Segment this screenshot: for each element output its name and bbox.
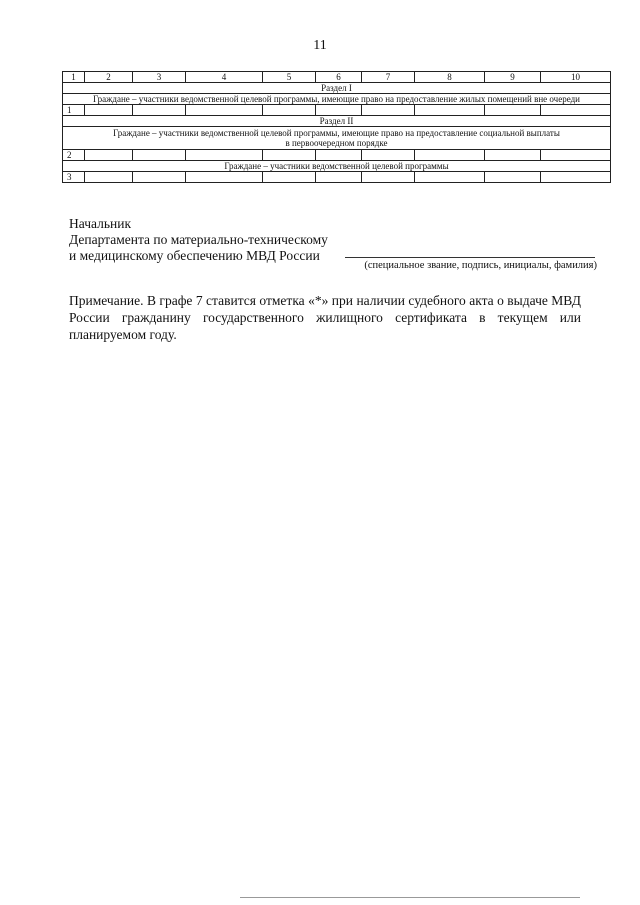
section-row — [63, 116, 611, 127]
section2-group-line2: в первоочередном порядке — [285, 138, 388, 148]
column-header: 4 — [186, 72, 263, 83]
table-cell — [362, 172, 415, 183]
table-cell — [541, 105, 611, 116]
note-paragraph: Примечание. В графе 7 ставится отметка «*» при наличии судебного акта о выдаче МВД России гражданину государственного жилищного сертификата в текущем или планируемом году. — [69, 293, 581, 342]
column-header: 8 — [415, 72, 485, 83]
table-row — [63, 172, 611, 183]
signature-hint: (специальное звание, подпись, инициалы, фамилия) — [364, 260, 597, 271]
table-cell — [415, 150, 485, 161]
table-cell — [263, 105, 316, 116]
table-cell — [186, 172, 263, 183]
section-row — [63, 83, 611, 94]
table-cell — [263, 150, 316, 161]
column-header: 1 — [63, 72, 85, 83]
signature-department-line: и медицинскому обеспечению МВД России — [69, 248, 320, 263]
column-header-row — [63, 72, 611, 83]
table-cell — [186, 105, 263, 116]
table-cell — [485, 105, 541, 116]
table-cell — [316, 150, 362, 161]
group-row — [63, 94, 611, 105]
signature-line — [345, 257, 595, 258]
table-cell — [485, 172, 541, 183]
table-cell — [85, 150, 133, 161]
table-cell — [133, 172, 186, 183]
signature-department-line: Департамента по материально-техническому — [69, 232, 328, 247]
table-cell — [263, 172, 316, 183]
table-cell — [485, 150, 541, 161]
section2-title: Раздел II — [63, 116, 611, 127]
table-cell — [85, 105, 133, 116]
column-header: 7 — [362, 72, 415, 83]
section2-group — [63, 127, 611, 150]
section1-title: Раздел I — [63, 83, 611, 94]
section2-group-line1: Граждане – участники ведомственной целевой программы, имеющие право на предоставление социальной выплаты — [113, 128, 560, 138]
group3-label: Граждане – участники ведомственной целевой программы — [63, 161, 611, 172]
table-cell — [362, 105, 415, 116]
page-number: 11 — [313, 38, 327, 53]
page-bottom-line — [240, 897, 580, 898]
signature-title-line: Начальник — [69, 216, 132, 231]
column-header: 3 — [133, 72, 186, 83]
table-cell — [316, 172, 362, 183]
data-table — [62, 71, 611, 183]
section1-group: Граждане – участники ведомственной целевой программы, имеющие право на предоставление жилых помещений вне очереди — [63, 94, 611, 105]
column-header: 9 — [485, 72, 541, 83]
column-header: 6 — [316, 72, 362, 83]
column-header: 10 — [541, 72, 611, 83]
table-cell — [415, 172, 485, 183]
column-header: 5 — [263, 72, 316, 83]
table-cell — [133, 105, 186, 116]
group-row — [63, 127, 611, 150]
table-cell — [541, 172, 611, 183]
row-number: 2 — [63, 150, 85, 161]
column-header: 2 — [85, 72, 133, 83]
row-number: 3 — [63, 172, 85, 183]
table-cell — [186, 150, 263, 161]
signature-block — [69, 216, 328, 264]
group-row — [63, 161, 611, 172]
table-cell — [362, 150, 415, 161]
table-cell — [415, 105, 485, 116]
row-number: 1 — [63, 105, 85, 116]
table-cell — [541, 150, 611, 161]
table-cell — [85, 172, 133, 183]
table-cell — [316, 105, 362, 116]
table-cell — [133, 150, 186, 161]
table-row — [63, 105, 611, 116]
table-row — [63, 150, 611, 161]
